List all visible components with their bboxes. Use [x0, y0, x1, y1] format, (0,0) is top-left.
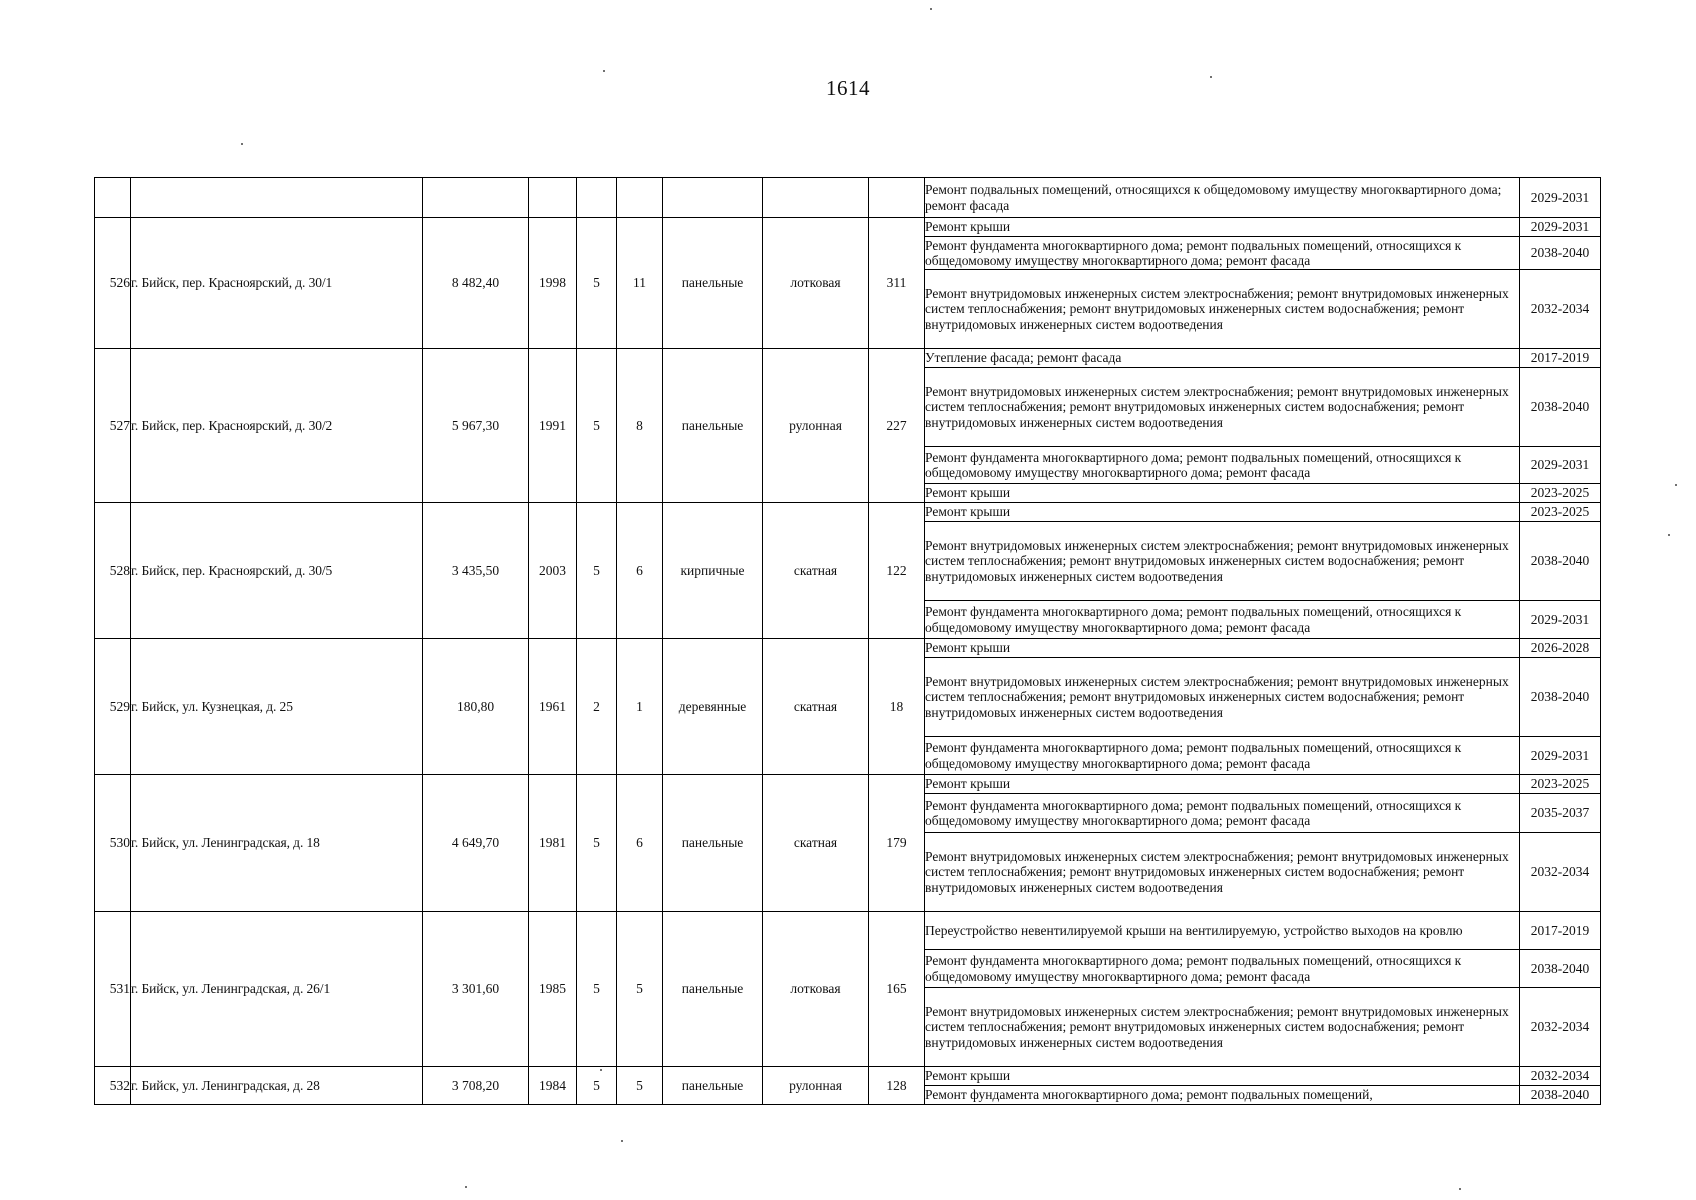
work-description: Ремонт крыши: [925, 1067, 1520, 1086]
scan-speck: [465, 1186, 467, 1188]
floor-count: 5: [577, 1067, 617, 1105]
work-description: Ремонт фундамента многоквартирного дома; ремонт подвальных помещений, относящихся к общедомовому имуществу многоквартирного дома; ремонт фасада: [925, 950, 1520, 988]
entrance-count: 6: [617, 775, 663, 912]
empty-cell: [869, 178, 925, 218]
capital-repair-table: [94, 177, 1601, 1105]
entrance-count: 8: [617, 349, 663, 503]
work-period: 2038-2040: [1520, 950, 1601, 988]
building-area: 3 301,60: [423, 912, 529, 1067]
wall-material: панельные: [663, 912, 763, 1067]
floor-count: 5: [577, 503, 617, 639]
work-description: Ремонт внутридомовых инженерных систем электроснабжения; ремонт внутридомовых инженерных систем теплоснабжения; ремонт внутридомовых инженерных систем водоснабжения; ремонт внутридомовых инженерных систем водоотведения: [925, 658, 1520, 737]
work-period: 2017-2019: [1520, 912, 1601, 950]
wall-material: кирпичные: [663, 503, 763, 639]
resident-count: 128: [869, 1067, 925, 1105]
resident-count: 122: [869, 503, 925, 639]
empty-cell: [763, 178, 869, 218]
scan-speck: [241, 143, 243, 145]
work-period: 2032-2034: [1520, 833, 1601, 912]
row-number: 526: [95, 218, 131, 349]
work-period: 2038-2040: [1520, 522, 1601, 601]
work-period: 2029-2031: [1520, 601, 1601, 639]
building-address: г. Бийск, ул. Кузнецкая, д. 25: [131, 639, 423, 775]
empty-cell: [617, 178, 663, 218]
roof-type: лотковая: [763, 912, 869, 1067]
building-address: г. Бийск, ул. Ленинградская, д. 26/1: [131, 912, 423, 1067]
work-description: Ремонт внутридомовых инженерных систем электроснабжения; ремонт внутридомовых инженерных систем теплоснабжения; ремонт внутридомовых инженерных систем водоснабжения; ремонт внутридомовых инженерных систем водоотведения: [925, 988, 1520, 1067]
row-number: 527: [95, 349, 131, 503]
commissioning-year: 1985: [529, 912, 577, 1067]
work-description: Утепление фасада; ремонт фасада: [925, 349, 1520, 368]
work-period: 2032-2034: [1520, 270, 1601, 349]
floor-count: 2: [577, 639, 617, 775]
work-description: Ремонт фундамента многоквартирного дома; ремонт подвальных помещений, относящихся к общедомовому имуществу многоквартирного дома; ремонт фасада: [925, 601, 1520, 639]
work-period: 2038-2040: [1520, 658, 1601, 737]
entrance-count: 5: [617, 1067, 663, 1105]
work-period: 2029-2031: [1520, 218, 1601, 237]
work-description: Ремонт фундамента многоквартирного дома; ремонт подвальных помещений,: [925, 1086, 1520, 1105]
scan-speck: [1675, 484, 1677, 486]
page-number: 1614: [826, 76, 870, 100]
resident-count: 227: [869, 349, 925, 503]
building-address: г. Бийск, ул. Ленинградская, д. 18: [131, 775, 423, 912]
work-period: 2035-2037: [1520, 794, 1601, 833]
roof-type: скатная: [763, 775, 869, 912]
work-description: Ремонт фундамента многоквартирного дома; ремонт подвальных помещений, относящихся к общедомовому имуществу многоквартирного дома; ремонт фасада: [925, 447, 1520, 484]
table-row: [95, 1067, 1601, 1086]
table-row: [95, 775, 1601, 794]
work-period: 2038-2040: [1520, 1086, 1601, 1105]
empty-cell: [423, 178, 529, 218]
work-period: 2029-2031: [1520, 737, 1601, 775]
work-period: 2038-2040: [1520, 368, 1601, 447]
row-number: 529: [95, 639, 131, 775]
commissioning-year: 1981: [529, 775, 577, 912]
work-description: Ремонт крыши: [925, 639, 1520, 658]
scan-speck: [930, 8, 932, 10]
table-row: [95, 218, 1601, 237]
table-row: [95, 503, 1601, 522]
commissioning-year: 1961: [529, 639, 577, 775]
work-description: Ремонт фундамента многоквартирного дома; ремонт подвальных помещений, относящихся к общедомовому имуществу многоквартирного дома; ремонт фасада: [925, 237, 1520, 270]
scan-speck: [603, 70, 605, 72]
work-description: Ремонт крыши: [925, 484, 1520, 503]
entrance-count: 6: [617, 503, 663, 639]
resident-count: 179: [869, 775, 925, 912]
wall-material: панельные: [663, 775, 763, 912]
empty-cell: [663, 178, 763, 218]
building-area: 3 435,50: [423, 503, 529, 639]
work-period: 2032-2034: [1520, 988, 1601, 1067]
entrance-count: 1: [617, 639, 663, 775]
building-address: г. Бийск, пер. Красноярский, д. 30/1: [131, 218, 423, 349]
empty-cell: [529, 178, 577, 218]
work-period: 2017-2019: [1520, 349, 1601, 368]
table-row: [95, 349, 1601, 368]
roof-type: скатная: [763, 639, 869, 775]
empty-cell: [95, 178, 131, 218]
entrance-count: 11: [617, 218, 663, 349]
building-address: г. Бийск, пер. Красноярский, д. 30/2: [131, 349, 423, 503]
work-period: 2026-2028: [1520, 639, 1601, 658]
table-row: [95, 912, 1601, 950]
work-description: Ремонт крыши: [925, 218, 1520, 237]
table-body: [95, 178, 1601, 1105]
resident-count: 165: [869, 912, 925, 1067]
row-number: 528: [95, 503, 131, 639]
work-period: 2023-2025: [1520, 775, 1601, 794]
roof-type: скатная: [763, 503, 869, 639]
empty-cell: [577, 178, 617, 218]
resident-count: 18: [869, 639, 925, 775]
resident-count: 311: [869, 218, 925, 349]
work-description: Ремонт крыши: [925, 503, 1520, 522]
scan-speck: [621, 1140, 623, 1142]
work-period: 2023-2025: [1520, 503, 1601, 522]
floor-count: 5: [577, 912, 617, 1067]
work-period: 2032-2034: [1520, 1067, 1601, 1086]
work-description: Ремонт фундамента многоквартирного дома; ремонт подвальных помещений, относящихся к общедомовому имуществу многоквартирного дома; ремонт фасада: [925, 737, 1520, 775]
wall-material: деревянные: [663, 639, 763, 775]
scan-speck: [1668, 534, 1670, 536]
commissioning-year: 1998: [529, 218, 577, 349]
work-description: Переустройство невентилируемой крыши на вентилируемую, устройство выходов на кровлю: [925, 912, 1520, 950]
roof-type: рулонная: [763, 349, 869, 503]
table-row: [95, 639, 1601, 658]
work-description: Ремонт подвальных помещений, относящихся к общедомовому имуществу многоквартирного дома; ремонт фасада: [925, 178, 1520, 218]
commissioning-year: 1991: [529, 349, 577, 503]
work-description: Ремонт фундамента многоквартирного дома; ремонт подвальных помещений, относящихся к общедомовому имуществу многоквартирного дома; ремонт фасада: [925, 794, 1520, 833]
work-period: 2029-2031: [1520, 447, 1601, 484]
work-description: Ремонт внутридомовых инженерных систем электроснабжения; ремонт внутридомовых инженерных систем теплоснабжения; ремонт внутридомовых инженерных систем водоснабжения; ремонт внутридомовых инженерных систем водоотведения: [925, 522, 1520, 601]
floor-count: 5: [577, 349, 617, 503]
building-area: 4 649,70: [423, 775, 529, 912]
wall-material: панельные: [663, 218, 763, 349]
building-area: 3 708,20: [423, 1067, 529, 1105]
scan-speck: [1459, 1188, 1461, 1190]
empty-cell: [131, 178, 423, 218]
work-period: 2029-2031: [1520, 178, 1601, 218]
commissioning-year: 1984: [529, 1067, 577, 1105]
wall-material: панельные: [663, 349, 763, 503]
roof-type: лотковая: [763, 218, 869, 349]
building-area: 8 482,40: [423, 218, 529, 349]
floor-count: 5: [577, 218, 617, 349]
commissioning-year: 2003: [529, 503, 577, 639]
floor-count: 5: [577, 775, 617, 912]
row-number: 530: [95, 775, 131, 912]
work-description: Ремонт крыши: [925, 775, 1520, 794]
work-description: Ремонт внутридомовых инженерных систем электроснабжения; ремонт внутридомовых инженерных систем теплоснабжения; ремонт внутридомовых инженерных систем водоснабжения; ремонт внутридомовых инженерных систем водоотведения: [925, 368, 1520, 447]
wall-material: панельные: [663, 1067, 763, 1105]
work-description: Ремонт внутридомовых инженерных систем электроснабжения; ремонт внутридомовых инженерных систем теплоснабжения; ремонт внутридомовых инженерных систем водоснабжения; ремонт внутридомовых инженерных систем водоотведения: [925, 270, 1520, 349]
work-period: 2038-2040: [1520, 237, 1601, 270]
building-area: 5 967,30: [423, 349, 529, 503]
roof-type: рулонная: [763, 1067, 869, 1105]
entrance-count: 5: [617, 912, 663, 1067]
scan-speck: [600, 1069, 602, 1071]
work-description: Ремонт внутридомовых инженерных систем электроснабжения; ремонт внутридомовых инженерных систем теплоснабжения; ремонт внутридомовых инженерных систем водоснабжения; ремонт внутридомовых инженерных систем водоотведения: [925, 833, 1520, 912]
row-number: 531: [95, 912, 131, 1067]
building-address: г. Бийск, ул. Ленинградская, д. 28: [131, 1067, 423, 1105]
row-number: 532: [95, 1067, 131, 1105]
work-period: 2023-2025: [1520, 484, 1601, 503]
scan-speck: [1210, 76, 1212, 78]
building-area: 180,80: [423, 639, 529, 775]
building-address: г. Бийск, пер. Красноярский, д. 30/5: [131, 503, 423, 639]
table-row: [95, 178, 1601, 218]
